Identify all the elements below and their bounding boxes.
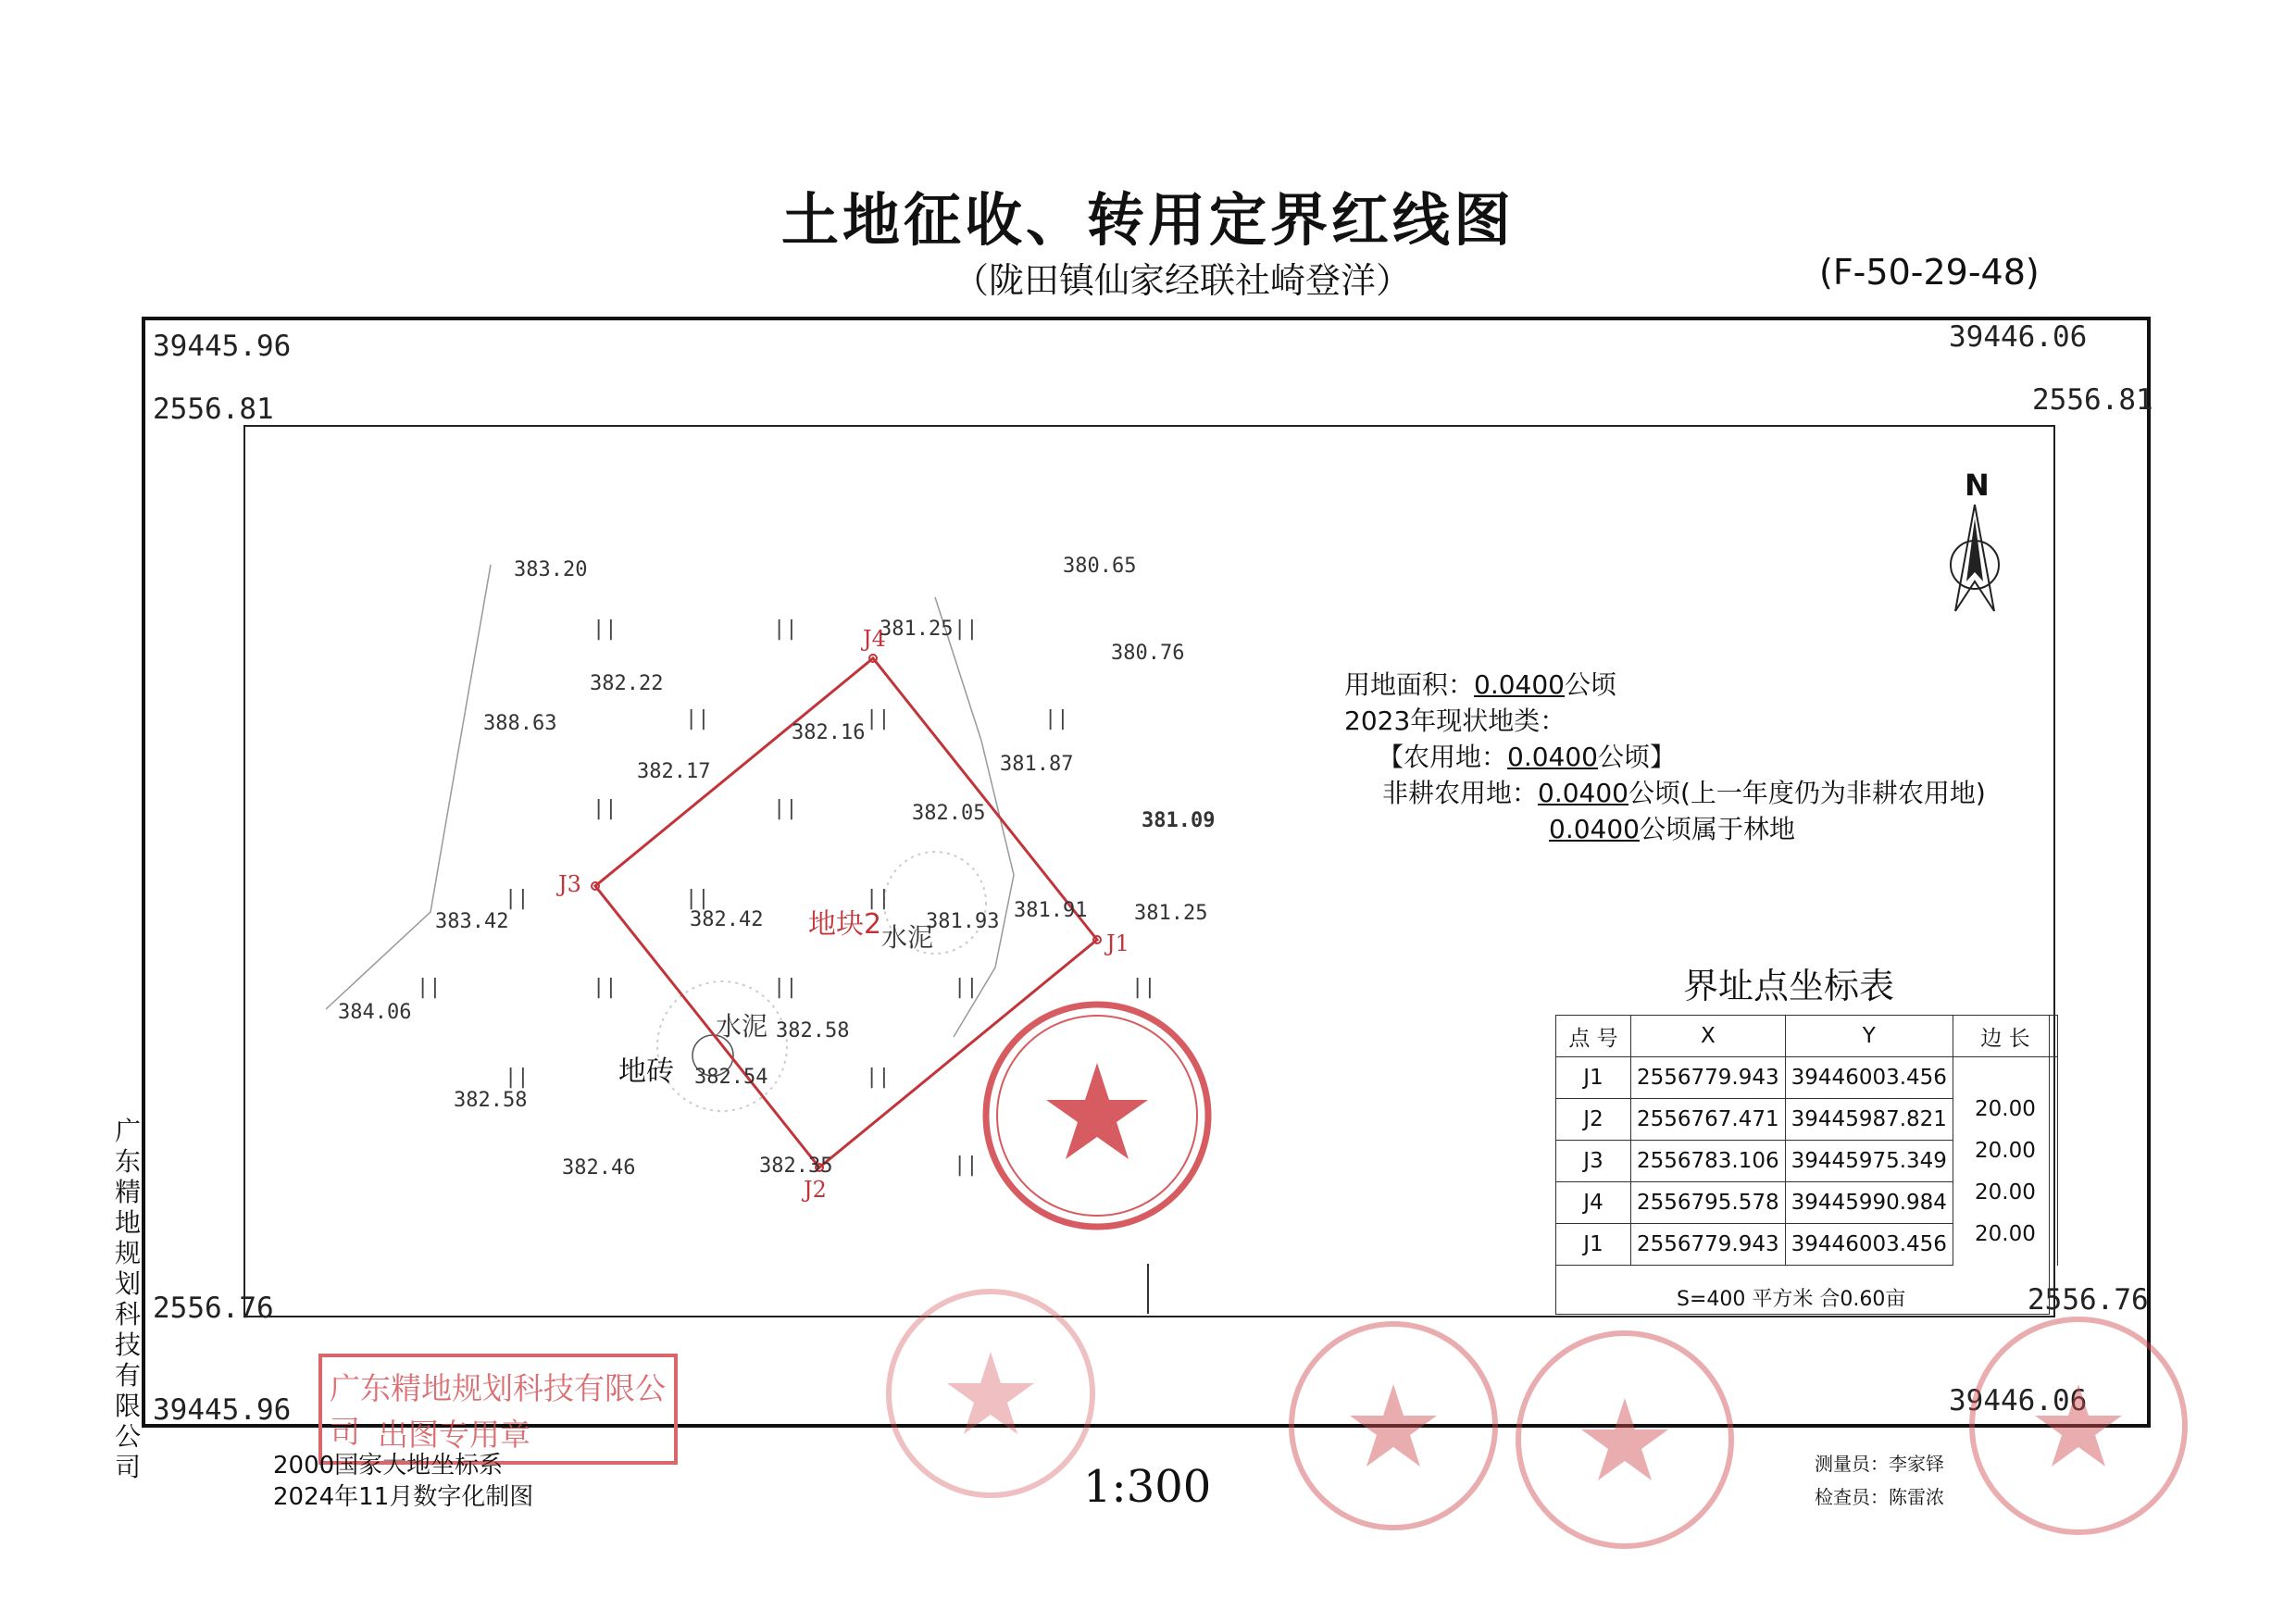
label-j2: J2 (804, 1177, 827, 1203)
cement-label: 水泥 (716, 1011, 768, 1042)
terrain-line (326, 565, 491, 1009)
elevation-label: 380.65 (1063, 555, 1137, 578)
cell-y: 39446003.456 (1785, 1057, 1953, 1099)
grass-symbol: || (1131, 976, 1156, 999)
elevation-points (338, 555, 1215, 1180)
corner-bottom-left-y: 39445.96 (153, 1393, 292, 1427)
company-name-vertical: 广东精地规划科技有限公司 (114, 1116, 141, 1482)
grass-symbol: || (593, 618, 618, 641)
cell-x: 2556779.943 (1631, 1224, 1786, 1266)
cell-x: 2556795.578 (1631, 1182, 1786, 1224)
grass-symbol: || (954, 618, 979, 641)
edge-length: 20.00 (1975, 1180, 2036, 1205)
cell-point: J1 (1556, 1057, 1631, 1099)
bureau-seal (986, 1005, 1208, 1227)
elevation-label: 381.25 (880, 618, 954, 641)
header-point: 点 号 (1556, 1016, 1631, 1057)
elevation-label: 381.93 (926, 910, 1000, 933)
elevation-label: 380.76 (1111, 642, 1185, 665)
grass-symbol: || (773, 618, 798, 641)
grass-symbols (417, 618, 1156, 1177)
elevation-label: 381.25 (1134, 902, 1208, 925)
cell-point: J1 (1556, 1224, 1631, 1266)
elevation-label: 382.16 (792, 721, 866, 744)
corner-top-right-x: 2556.81 (2032, 383, 2153, 417)
cell-length (1953, 1057, 2057, 1121)
edge-length: 20.00 (1975, 1138, 2036, 1163)
label-j3: J3 (558, 871, 581, 897)
agri-line (1378, 737, 1676, 774)
elevation-label: 382.17 (637, 760, 711, 783)
elevation-label: 382.42 (690, 908, 764, 931)
elevation-label: 382.05 (912, 802, 986, 825)
north-label: N (1965, 468, 1990, 503)
status-label: 2023年现状地类： (1344, 705, 1566, 736)
grass-symbol: || (505, 887, 530, 910)
cell-x: 2556783.106 (1631, 1141, 1786, 1182)
faded-seal-2 (1292, 1324, 1495, 1528)
corner-top-right-y: 39446.06 (1949, 320, 2088, 354)
grass-symbol: || (593, 976, 618, 999)
elevation-label: 383.42 (435, 910, 509, 933)
company-stamp-sub: 出图专用章 (378, 1417, 530, 1453)
coord-table (1555, 1015, 2058, 1266)
grass-symbol: || (505, 1066, 530, 1089)
corner-top-left-x: 2556.81 (153, 393, 274, 426)
map-scale: 1:300 (1083, 1461, 1212, 1513)
corner-bottom-right-x: 2556.76 (2028, 1283, 2149, 1317)
corner-bottom-left-x: 2556.76 (153, 1292, 274, 1325)
area-unit: 公顷 (1565, 669, 1617, 700)
header-length: 边 长 (1953, 1016, 2057, 1057)
parcel-label: 地块2 (808, 908, 882, 941)
grass-symbol: || (593, 797, 618, 820)
elevation-label: 384.06 (338, 1001, 412, 1024)
forest-value: 0.0400 (1549, 814, 1640, 844)
area-line (1344, 665, 1616, 702)
nonfarm-suffix: 公顷(上一年度仍为非耕农用地) (1628, 778, 1986, 808)
coord-system: 2000国家大地坐标系 (273, 1452, 504, 1479)
cell-point: J4 (1556, 1182, 1631, 1224)
drawing-date: 2024年11月数字化制图 (273, 1483, 534, 1511)
elevation-label: 388.63 (483, 712, 557, 735)
elevation-label: 381.87 (1000, 753, 1074, 776)
elevation-label: 382.22 (590, 672, 664, 695)
nonfarm-label: 非耕农用地： (1382, 778, 1539, 808)
grass-symbol: || (866, 1066, 891, 1089)
table-header-row (1556, 1016, 2058, 1057)
nonfarm-line (1382, 773, 1986, 810)
faded-seal-3 (1518, 1333, 1731, 1546)
grass-symbol: || (685, 707, 710, 730)
area-label: 用地面积： (1344, 669, 1475, 700)
header-x: X (1631, 1016, 1786, 1057)
cell-x: 2556767.471 (1631, 1099, 1786, 1141)
area-value: 0.0400 (1474, 669, 1565, 700)
elevation-label: 381.91 (1014, 899, 1088, 922)
elevation-label: 382.35 (759, 1155, 833, 1178)
cell-y: 39445975.349 (1785, 1141, 1953, 1182)
label-j4: J4 (863, 626, 886, 652)
grass-symbol: || (773, 976, 798, 999)
company-stamp-text: 广东精地规划科技有限公司 (330, 1370, 666, 1450)
cell-y: 39445990.984 (1785, 1182, 1953, 1224)
elevation-label: 382.54 (694, 1066, 768, 1089)
agri-value: 0.0400 (1507, 742, 1598, 772)
grass-symbol: || (866, 887, 891, 910)
cell-point: J3 (1556, 1141, 1631, 1182)
corner-top-left-y: 39445.96 (153, 330, 292, 363)
table-row (1556, 1057, 2058, 1099)
grass-symbol: || (685, 887, 710, 910)
cell-y: 39445987.821 (1785, 1099, 1953, 1141)
header-y: Y (1785, 1016, 1953, 1057)
grass-symbol: || (1044, 707, 1069, 730)
surveyor: 测量员：李家铎 (1815, 1453, 1944, 1475)
nonfarm-value: 0.0400 (1538, 778, 1628, 808)
area-note: S=400 平方米 合0.60亩 (1677, 1288, 1906, 1311)
cell-y: 39446003.456 (1785, 1224, 1953, 1266)
edge-length: 20.00 (1975, 1096, 2036, 1121)
cement-label: 水泥 (881, 922, 934, 953)
elevation-label: 382.58 (454, 1089, 528, 1112)
grass-symbol: || (866, 707, 891, 730)
cell-point: J2 (1556, 1099, 1631, 1141)
north-arrow-needle (1966, 518, 1983, 581)
elevation-label: 382.46 (562, 1156, 636, 1180)
coord-table-title: 界址点坐标表 (1683, 966, 1895, 1006)
faded-seal-4 (1972, 1319, 2185, 1532)
grass-symbol: || (954, 976, 979, 999)
cell-x: 2556779.943 (1631, 1057, 1786, 1099)
north-arrow-icon (1951, 468, 1999, 611)
grass-symbol: || (417, 976, 442, 999)
elevation-label: 381.09 (1142, 809, 1216, 832)
agri-suffix: 公顷】 (1598, 742, 1677, 772)
forest-line (1549, 809, 1795, 846)
edge-length: 20.00 (1975, 1221, 2036, 1246)
faded-seal-1 (889, 1292, 1092, 1495)
corner-bottom-right-y: 39446.06 (1949, 1384, 2088, 1417)
brick-label: 地砖 (618, 1055, 674, 1088)
page-title: 土地征收、转用定界红线图 (780, 186, 1515, 254)
grass-symbol: || (773, 797, 798, 820)
forest-suffix: 公顷属于林地 (1639, 814, 1795, 844)
grass-symbol: || (954, 1154, 979, 1177)
checker: 检查员：陈雷浓 (1815, 1486, 1944, 1508)
sheet-number: (F-50-29-48) (1819, 252, 2040, 293)
label-j1: J1 (1106, 930, 1129, 956)
elevation-label: 382.58 (776, 1019, 850, 1042)
subtitle: （陇田镇仙家经联社崎登洋） (954, 260, 1412, 301)
agri-prefix: 【农用地： (1378, 742, 1508, 772)
elevation-label: 383.20 (514, 558, 588, 581)
